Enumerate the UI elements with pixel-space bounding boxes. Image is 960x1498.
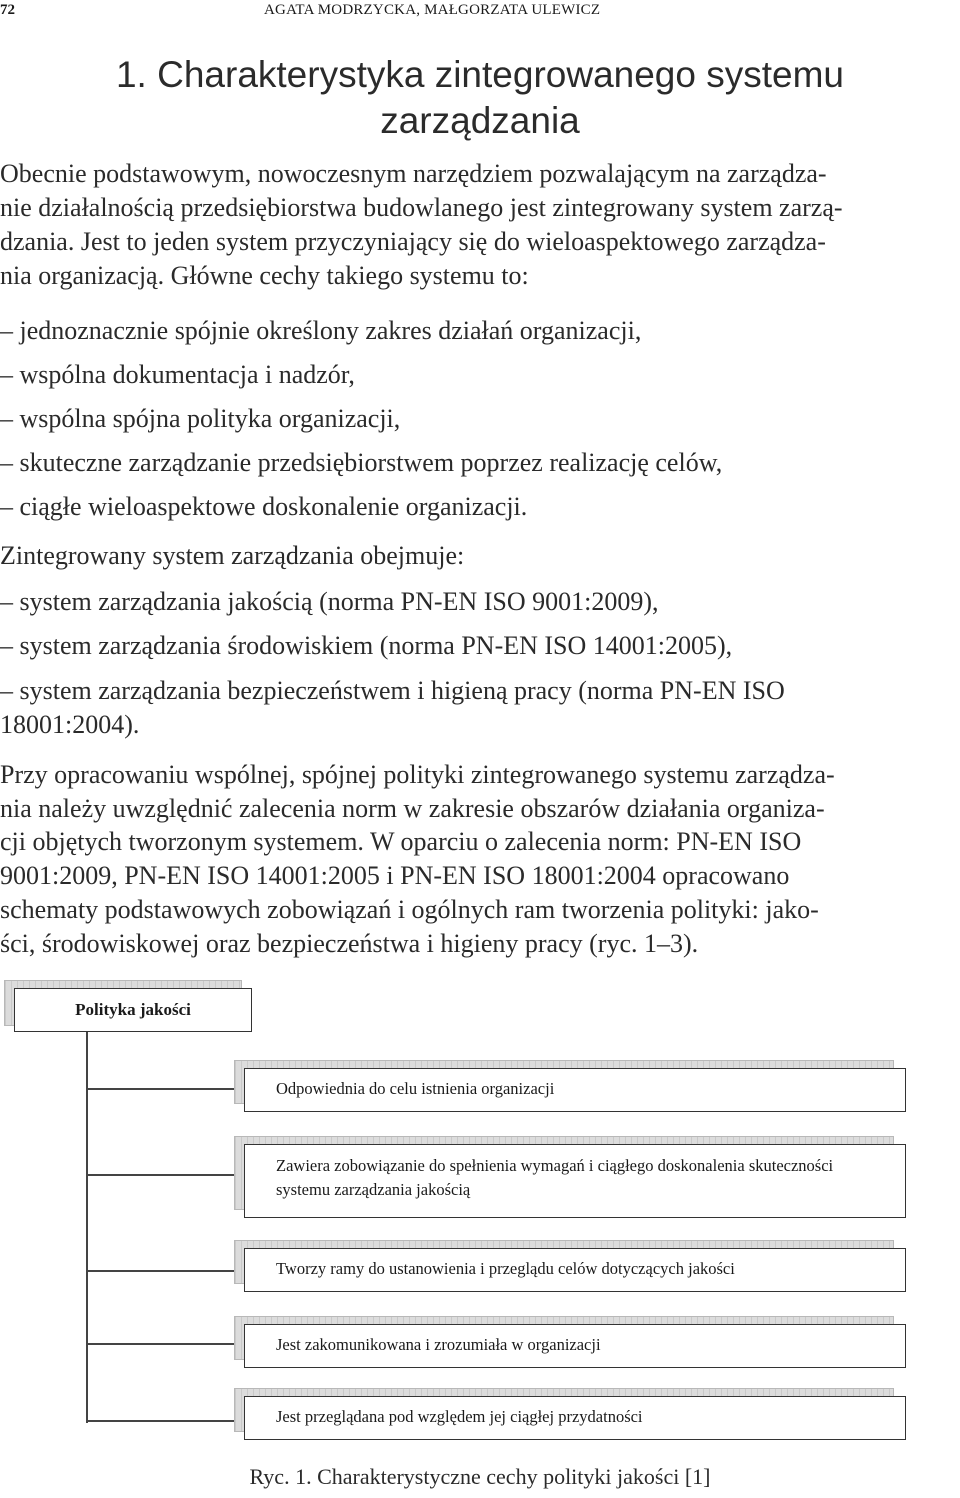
list-item: – skuteczne zarządzanie przedsiębiorstwem poprzez realizację celów, <box>0 448 723 477</box>
section-title-line: zarządzania <box>380 100 580 141</box>
list-item: – wspólna spójna polityka organizacji, <box>0 404 401 433</box>
text-line: dzania. Jest to jeden system przyczyniający się do wieloaspektowego zarządza- <box>0 227 826 256</box>
systems-list <box>0 580 958 742</box>
diagram-item-box <box>244 1144 906 1218</box>
running-header <box>0 0 960 24</box>
text-line: Obecnie podstawowym, nowoczesnym narzędziem pozwalającym na zarządza- <box>0 159 827 188</box>
diagram-item-label: Jest zakomunikowana i zrozumiała w organizacji <box>276 1335 601 1354</box>
list-item: – system zarządzania środowiskiem (norma PN-EN ISO 14001:2005), <box>0 631 733 660</box>
figure-caption: Ryc. 1. Charakterystyczne cechy polityki jakości [1] <box>249 1464 711 1489</box>
diagram-root-box <box>14 988 252 1032</box>
text-line: ści, środowiskowej oraz bezpieczeństwa i higieny pracy (ryc. 1–3). <box>0 928 699 958</box>
section-title <box>0 52 960 144</box>
text-line: schematy podstawowych zobowiązań i ogólnych ram tworzenia polityki: jako- <box>0 894 819 924</box>
diagram-item-box <box>244 1324 906 1368</box>
paragraph-policy <box>0 758 958 960</box>
diagram-item-box <box>244 1396 906 1440</box>
list-item: – ciągłe wieloaspektowe doskonalenie organizacji. <box>0 492 528 521</box>
text-line: cji objętych tworzonym systemem. W oparciu o zalecenia norm: PN-EN ISO <box>0 827 802 857</box>
text-line: nia organizacją. Główne cechy takiego systemu to: <box>0 261 529 290</box>
text-line: 18001:2004). <box>0 710 140 739</box>
diagram-connector <box>86 1343 244 1345</box>
list-item: – wspólna dokumentacja i nadzór, <box>0 360 355 389</box>
paragraph-systems-intro: Zintegrowany system zarządzania obejmuje: <box>0 541 465 570</box>
section-title-line: 1. Charakterystyka zintegrowanego systemu <box>115 54 844 95</box>
text-line: Przy opracowaniu wspólnej, spójnej polityki zintegrowanego systemu zarządza- <box>0 760 835 789</box>
diagram-connector <box>86 1270 244 1272</box>
list-item <box>0 674 958 742</box>
diagram-item-box <box>244 1068 906 1112</box>
diagram-item-label: Jest przeglądana pod względem jej ciągłej przydatności <box>276 1407 643 1426</box>
text-line: nie działalnością przedsiębiorstwa budowlanego jest zintegrowany system zarzą- <box>0 193 843 222</box>
text-line: nia należy uwzględnić zalecenia norm w zakresie obszarów działania organiza- <box>0 793 825 823</box>
list-item: – jednoznacznie spójnie określony zakres działań organizacji, <box>0 316 642 345</box>
diagram-item-label: Tworzy ramy do ustanowienia i przeglądu celów dotyczących jakości <box>276 1259 735 1278</box>
page-number: 72 <box>0 2 15 18</box>
diagram-item-box <box>244 1248 906 1292</box>
diagram-root-label: Polityka jakości <box>75 1000 191 1019</box>
diagram-connector <box>86 1420 244 1422</box>
list-item: – system zarządzania jakością (norma PN-EN ISO 9001:2009), <box>0 587 659 616</box>
diagram-connector <box>86 1174 244 1176</box>
paragraph-intro <box>0 157 958 293</box>
running-header-authors: AGATA MODRZYCKA, MAŁGORZATA ULEWICZ <box>264 2 601 18</box>
diagram-connector <box>86 1088 244 1090</box>
text-line: 9001:2009, PN-EN ISO 14001:2005 i PN-EN ISO 18001:2004 opracowano <box>0 861 790 891</box>
features-list <box>0 309 958 529</box>
text-line: – system zarządzania bezpieczeństwem i higieną pracy (norma PN-EN ISO <box>0 676 785 705</box>
diagram-item-label: Zawiera zobowiązanie do spełnienia wymagań i ciągłego doskonalenia skuteczności systemu zarządzania jakością <box>276 1156 834 1199</box>
diagram-item-label: Odpowiednia do celu istnienia organizacji <box>276 1079 555 1098</box>
